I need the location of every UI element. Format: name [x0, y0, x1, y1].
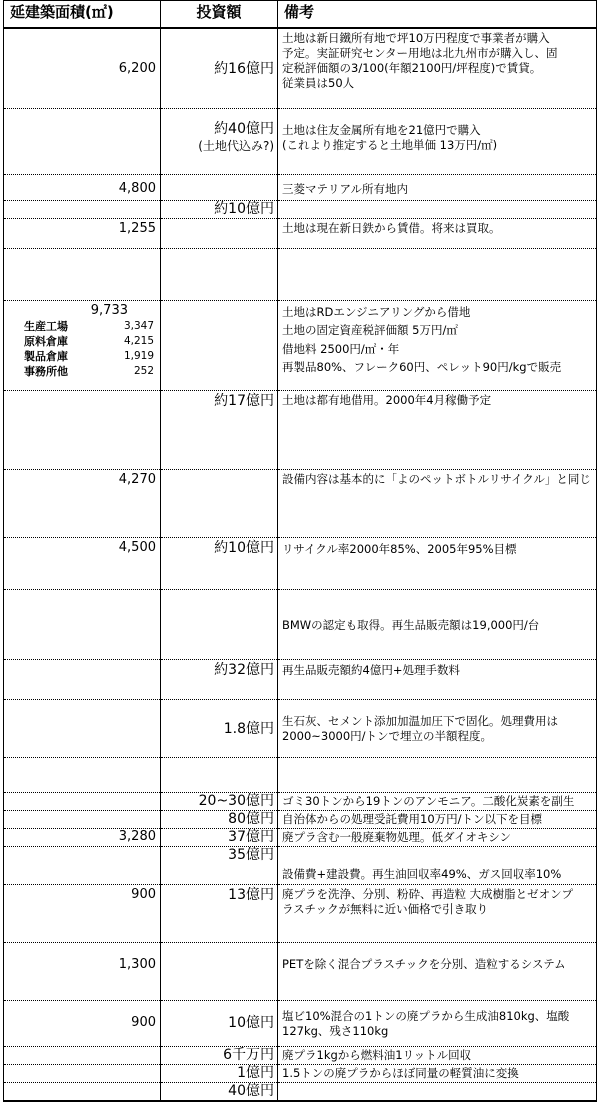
note-line: ラスチックが無料に近い価格で引き取り: [282, 901, 489, 916]
notes-cell: [278, 757, 597, 792]
area-total: 9,733: [90, 302, 128, 318]
note-line: BMWの認定も取得。再生品販売額は19,000円/台: [282, 617, 540, 632]
note-line: 自治体からの処理受託費用10万円/トン以下を目標: [282, 811, 543, 826]
notes-cell: [278, 218, 597, 248]
notes-cell: [278, 200, 597, 218]
investment-cell: 37億円: [161, 828, 278, 846]
notes-cell: [278, 1082, 597, 1101]
note-line: 再生品販売額約4億円+処理手数料: [282, 662, 460, 677]
data-sheet: [3, 0, 596, 1102]
note-line: 土地は住友金属所有地を21億円で購入: [282, 122, 481, 137]
table-row: [4, 390, 597, 469]
investment-cell: 80億円: [161, 810, 278, 828]
investment-cell: 約10億円: [161, 200, 278, 218]
investment-cell: [161, 469, 278, 537]
note-line: 三菱マテリアル所有地内: [282, 181, 409, 196]
table-row: [4, 1064, 597, 1082]
area-cell: [4, 699, 161, 757]
investment-cell: [161, 942, 278, 1000]
area-cell: 900: [4, 884, 161, 942]
area-cell: [4, 792, 161, 810]
table-row: [4, 757, 597, 792]
note-line: 土地はRDエンジニアリングから借地: [282, 304, 471, 319]
note-line: 土地は現在新日鉄から賃借。将来は買取。: [282, 220, 501, 235]
notes-cell: [278, 174, 597, 200]
table-row: [4, 828, 597, 846]
header-area: 延建築面積(㎡): [4, 1, 161, 29]
notes-cell: [278, 942, 597, 1000]
notes-cell: [278, 1000, 597, 1046]
notes-cell: [278, 28, 597, 108]
note-line: 土地の固定資産税評価額 5万円/㎡: [282, 323, 458, 337]
notes-cell: [278, 792, 597, 810]
table-row: [4, 1082, 597, 1101]
investment-cell: [161, 300, 278, 390]
note-line: 2000~3000円/トンで埋立の半額程度。: [282, 729, 493, 743]
table-row: [4, 108, 597, 174]
investment-cell: 約32億円: [161, 659, 278, 699]
investment-cell: 約17億円: [161, 390, 278, 469]
area-cell: [4, 659, 161, 699]
note-line: 1.5トンの廃プラからほぼ同量の軽質油に変換: [282, 1065, 519, 1080]
investment-cell: [161, 218, 278, 248]
area-cell: 4,800: [4, 174, 161, 200]
note-line: 廃プラ1kgから燃料油1リットル回収: [282, 1047, 472, 1062]
area-cell: [4, 200, 161, 218]
area-cell: [4, 248, 161, 300]
area-cell: [4, 846, 161, 884]
notes-cell: [278, 828, 597, 846]
notes-cell: [278, 390, 597, 469]
note-line: 設備費+建設費。再生油回収率49%、ガス回収率10%: [282, 866, 562, 881]
table-row: [4, 300, 597, 390]
table-row: [4, 218, 597, 248]
area-cell: 4,270: [4, 469, 161, 537]
note-line: 土地は都有地借用。2000年4月稼働予定: [282, 392, 492, 407]
investment-cell: 1.8億円: [161, 699, 278, 757]
note-line: 127kg、残さ110kg: [282, 1023, 389, 1038]
breakdown-item: [4, 364, 160, 379]
notes-cell: [278, 659, 597, 699]
table-row: [4, 28, 597, 108]
note-line: 借地料 2500円/㎡・年: [282, 341, 400, 356]
table-row: [4, 810, 597, 828]
investment-cell: 6千万円: [161, 1046, 278, 1064]
investment-cell: [161, 757, 278, 792]
table-row: [4, 846, 597, 884]
investment-cell: 10億円: [161, 1000, 278, 1046]
note-line: 土地は新日鐵所有地で坪10万円程度で事業者が購入: [282, 31, 550, 45]
investment-cell: 40億円: [161, 1082, 278, 1101]
investment-sub: (土地代込み?): [198, 138, 274, 153]
table-row: [4, 200, 597, 218]
table-row: [4, 1000, 597, 1046]
table-row: [4, 792, 597, 810]
area-cell: [4, 300, 161, 390]
area-cell: [4, 108, 161, 174]
notes-cell: [278, 1046, 597, 1064]
breakdown-label: 原料倉庫: [24, 334, 68, 348]
note-line: 再製品80%、フレーク60円、ペレット90円/kgで販売: [282, 360, 562, 374]
investment-cell: 20~30億円: [161, 792, 278, 810]
table-row: [4, 1046, 597, 1064]
facility-table: [3, 0, 597, 1102]
investment-cell: 約10億円: [161, 537, 278, 589]
notes-cell: [278, 589, 597, 659]
table-row: [4, 469, 597, 537]
table-row: [4, 248, 597, 300]
area-cell: 1,300: [4, 942, 161, 1000]
area-cell: [4, 1082, 161, 1101]
area-cell: 900: [4, 1000, 161, 1046]
investment-cell: 13億円: [161, 884, 278, 942]
area-cell: [4, 589, 161, 659]
table-row: [4, 589, 597, 659]
note-line: 廃プラを洗浄、分別、粉砕、再造粒 大成樹脂とゼオンプ: [282, 886, 574, 901]
breakdown-item: [4, 319, 160, 334]
investment-cell: [161, 174, 278, 200]
area-cell: 4,500: [4, 537, 161, 589]
table-row: [4, 659, 597, 699]
investment-cell: 約16億円: [161, 28, 278, 108]
notes-cell: [278, 469, 597, 537]
notes-cell: [278, 537, 597, 589]
notes-cell: [278, 300, 597, 390]
investment-cell: [161, 248, 278, 300]
note-line: (これより推定すると土地単価 13万円/㎡): [282, 137, 498, 152]
area-cell: [4, 390, 161, 469]
breakdown-label: 製品倉庫: [24, 349, 68, 363]
breakdown-value: 1,919: [123, 349, 154, 362]
note-line: 設備内容は基本的に「よのペットボトルリサイクル」と同じ: [282, 471, 591, 486]
note-line: リサイクル率2000年85%、2005年95%目標: [282, 541, 517, 556]
area-cell: 6,200: [4, 28, 161, 108]
breakdown-item: [4, 334, 160, 349]
area-cell: 3,280: [4, 828, 161, 846]
notes-cell: [278, 846, 597, 884]
area-cell: [4, 757, 161, 792]
table-row: [4, 884, 597, 942]
breakdown-label: 生産工場: [24, 319, 68, 333]
notes-cell: [278, 248, 597, 300]
note-line: 塩ビ10%混合の1トンの廃プラから生成油810kg、塩酸: [282, 1008, 570, 1023]
investment-cell: [161, 589, 278, 659]
area-cell: [4, 1064, 161, 1082]
investment-value: 約40億円: [214, 120, 274, 137]
notes-cell: [278, 810, 597, 828]
note-line: PETを除く混合プラスチックを分別、造粒するシステム: [282, 956, 566, 971]
investment-cell: 35億円: [161, 846, 278, 884]
notes-cell: [278, 1064, 597, 1082]
breakdown-value: 3,347: [123, 319, 154, 332]
table-row: [4, 699, 597, 757]
area-cell: 1,255: [4, 218, 161, 248]
header-investment: 投資額: [161, 1, 278, 29]
breakdown-item: [4, 349, 160, 364]
note-line: 定税評価額の3/100(年額2100円/坪程度)で賃貸。: [282, 61, 542, 75]
header-row: [4, 1, 597, 29]
table-row: [4, 174, 597, 200]
breakdown-value: 4,215: [123, 334, 154, 347]
note-line: ゴミ30トンから19トンのアンモニア。二酸化炭素を副生: [282, 793, 575, 808]
table-row: [4, 537, 597, 589]
breakdown-value: 252: [133, 364, 154, 377]
notes-cell: [278, 108, 597, 174]
note-line: 従業員は50人: [282, 76, 355, 90]
investment-cell: [161, 108, 278, 174]
notes-cell: [278, 699, 597, 757]
note-line: 予定。実証研究センター用地は北九州市が購入し、固: [282, 46, 558, 60]
note-line: 生石灰、セメント添加加温加圧下で固化。処理費用は: [282, 714, 558, 728]
investment-cell: 1億円: [161, 1064, 278, 1082]
notes-cell: [278, 884, 597, 942]
area-cell: [4, 810, 161, 828]
header-notes: 備考: [278, 1, 597, 29]
breakdown-label: 事務所他: [24, 364, 68, 378]
table-row: [4, 942, 597, 1000]
note-line: 廃プラ含む一般廃棄物処理。低ダイオキシン: [282, 829, 512, 844]
area-cell: [4, 1046, 161, 1064]
